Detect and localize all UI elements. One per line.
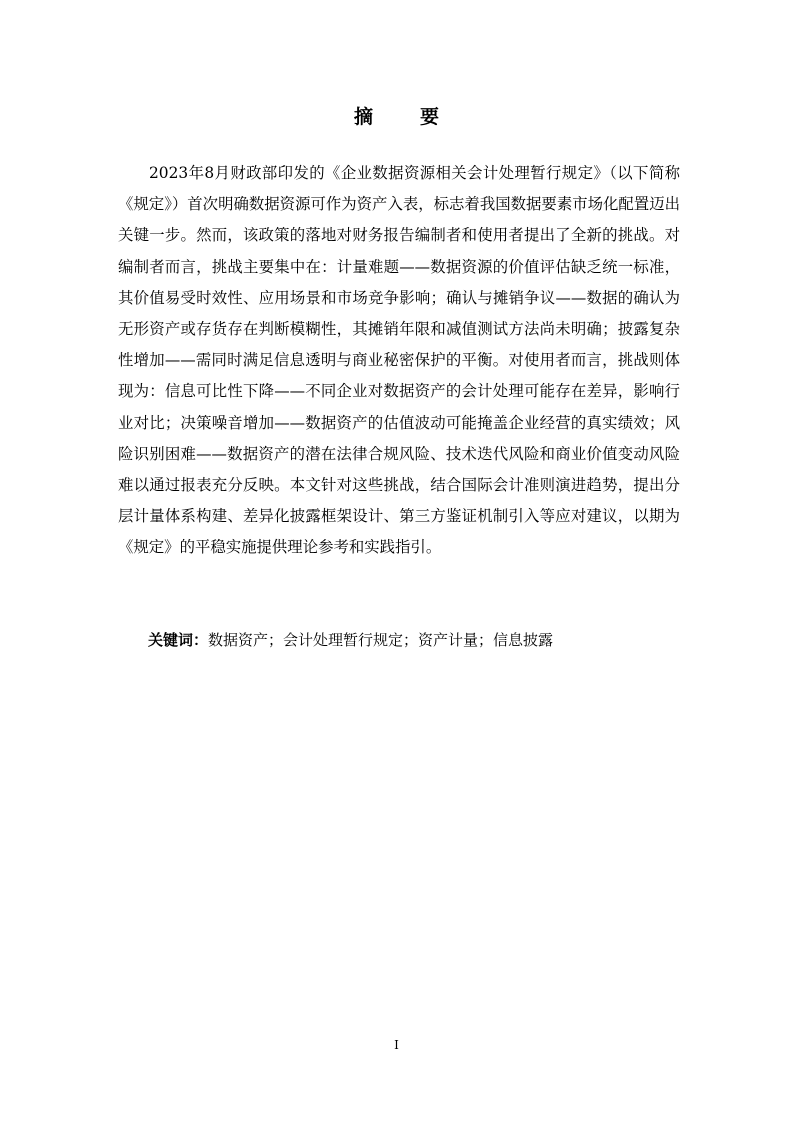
page-number: I — [394, 1038, 399, 1052]
keywords-line — [148, 628, 688, 652]
keywords-list: 数据资产；会计处理暂行规定；资产计量；信息披露 — [208, 631, 554, 649]
abstract-title: 摘 要 — [353, 106, 453, 128]
abstract-body: 2023年8月财政部印发的《企业数据资源相关会计处理暂行规定》（以下简称《规定》）首次明确数据资源可作为资产入表，标志着我国数据要素市场化配置迈出关键一步。然而，该政策的落地对财务报告编制者和使用者提出了全新的挑战。对编制者而言，挑战主要集中在：计量难题——数据资源的价值评估缺乏统一标准，其价值易受时效性、应用场景和市场竞争影响；确认与摊销争议——数据的确认为无形资产或存货存在判断模糊性，其摊销年限和减值测试方法尚未明确；披露复杂性增加——需同时满足信息透明与商业秘密保护的平衡。对使用者而言，挑战则体现为：信息可比性下降——不同企业对数据资产的会计处理可能存在差异，影响行业对比；决策噪音增加——数据资产的估值波动可能掩盖企业经营的真实绩效；风险识别困难——数据资产的潜在法律合规风险、技术迭代风险和商业价值变动风险难以通过报表充分反映。本文针对这些挑战，结合国际会计准则演进趋势，提出分层计量体系构建、差异化披露框架设计、第三方鉴证机制引入等应对建议，以期为《规定》的平稳实施提供理论参考和实践指引。 — [118, 164, 680, 557]
keywords-label: 关键词： — [148, 631, 209, 649]
